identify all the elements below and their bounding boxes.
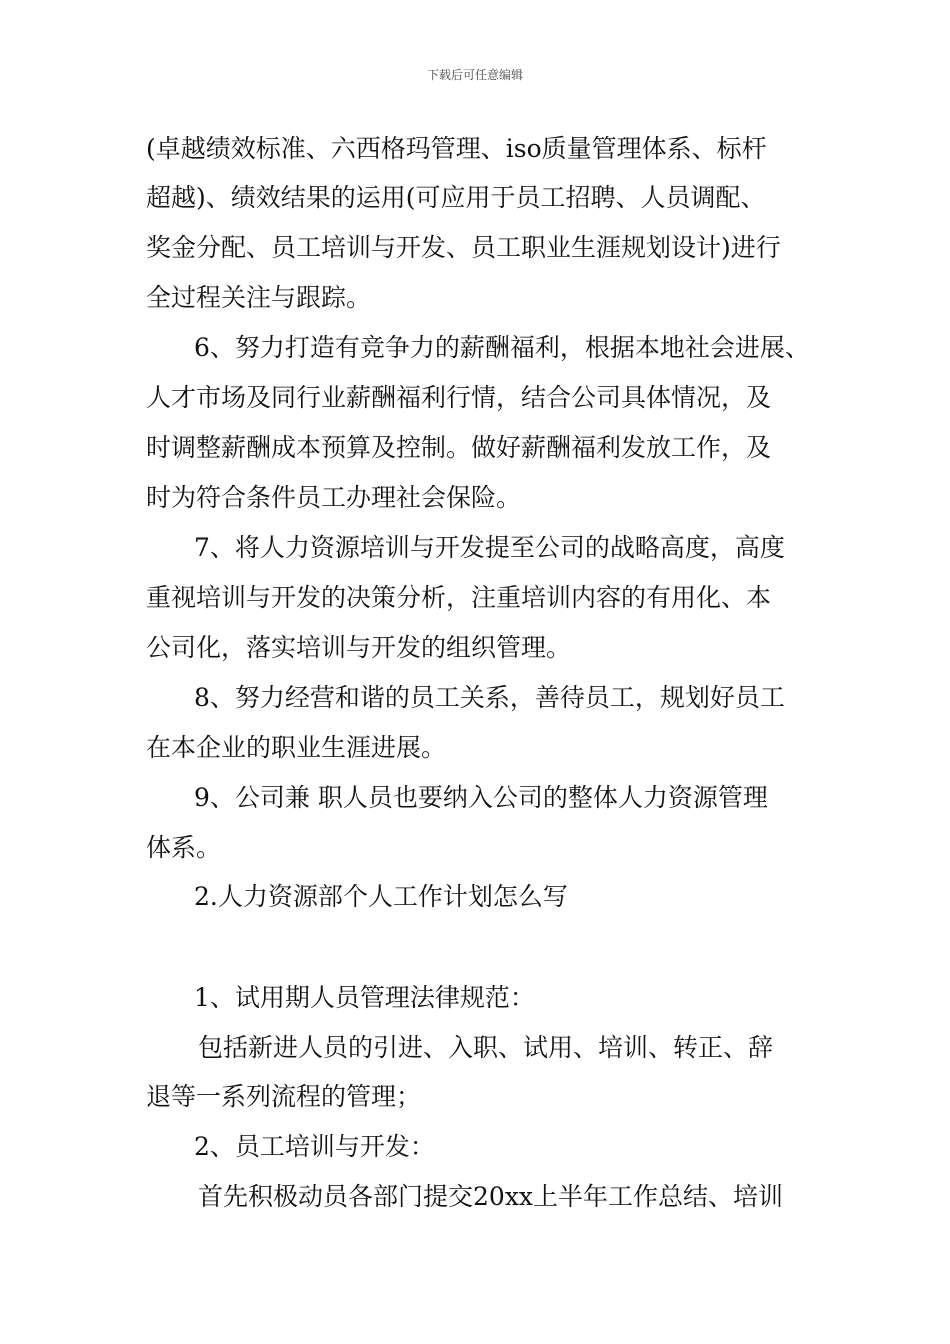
text-line: 时为符合条件员工办理社会保险。 (146, 483, 522, 512)
item-1-body-first-line: 包括新进人员的引进、入职、试用、培训、转正、辞 (198, 1033, 774, 1062)
text-line: 全过程关注与跟踪。 (146, 283, 372, 312)
paragraph-9-first-line: 9、公司兼 职人员也要纳入公司的整体人力资源管理 (194, 783, 768, 812)
item-1-heading: 1、试用期人员管理法律规范： (194, 983, 535, 1012)
paragraph-7-first-line: 7、将人力资源培训与开发提至公司的战略高度，高度 (194, 533, 785, 562)
text-line: 在本企业的职业生涯进展。 (146, 733, 447, 762)
item-2-heading: 2、员工培训与开发： (194, 1132, 435, 1161)
text-line: 奖金分配、员工培训与开发、员工职业生涯规划设计)进行 (146, 233, 781, 262)
text-line: 退等一系列流程的管理； (146, 1082, 422, 1111)
text-line: (卓越绩效标准、六西格玛管理、iso质量管理体系、标杆 (146, 134, 767, 163)
text-line: 时调整薪酬成本预算及控制。做好薪酬福利发放工作，及 (146, 433, 772, 462)
text-line: 公司化，落实培训与开发的组织管理。 (146, 633, 572, 662)
text-line: 超越)、绩效结果的运用(可应用于员工招聘、人员调配、 (146, 183, 766, 212)
item-2-body-first-line: 首先积极动员各部门提交20xx上半年工作总结、培训 (198, 1182, 784, 1211)
section-heading: 2.人力资源部个人工作计划怎么写 (194, 882, 568, 911)
page-header: 下载后可任意编辑 (426, 68, 523, 82)
text-line: 人才市场及同行业薪酬福利行情，结合公司具体情况，及 (146, 383, 772, 412)
paragraph-6-first-line: 6、努力打造有竞争力的薪酬福利，根据本地社会进展、 (194, 333, 810, 362)
text-line: 体系。 (146, 833, 222, 862)
paragraph-8-first-line: 8、努力经营和谐的员工关系，善待员工，规划好员工 (194, 683, 785, 712)
text-line: 重视培训与开发的决策分析，注重培训内容的有用化、本 (146, 583, 772, 612)
